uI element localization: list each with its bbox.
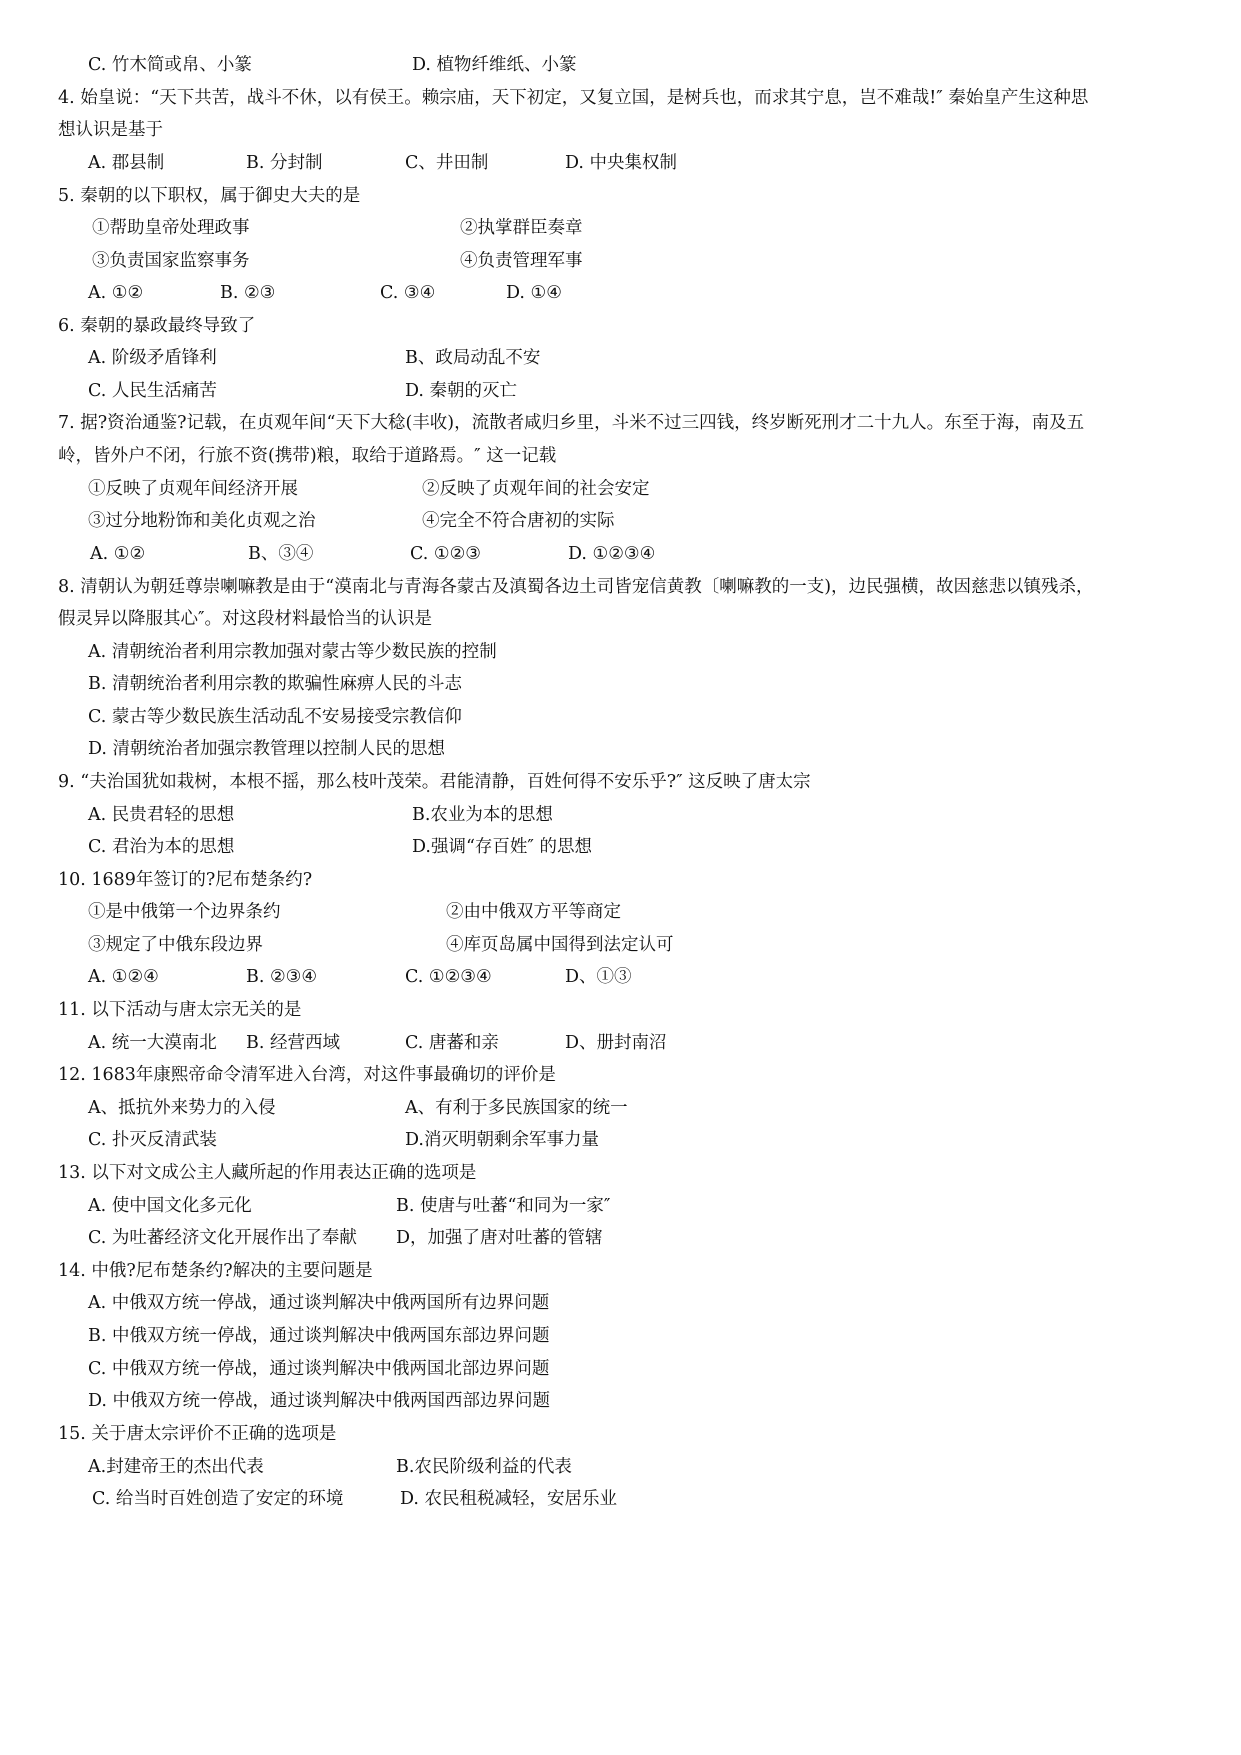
q7-statement-3: ③过分地粉饰和美化贞观之治 xyxy=(88,511,316,531)
q5-statement-4: ④负责管理军事 xyxy=(460,251,583,271)
q7-statement-1: ①反映了贞观年间经济开展 xyxy=(88,479,298,499)
q12-stem: 12. 1683年康熙帝命令清军进入台湾，对这件事最确切的评价是 xyxy=(58,1065,556,1085)
q7-option-a: A. ①② xyxy=(90,544,146,564)
q9-option-c: C. 君治为本的思想 xyxy=(88,837,235,857)
q4-stem-line-1: 4. 始皇说：“天下共苦，战斗不休，以有侯王。赖宗庙，天下初定，又复立国，是树兵也，而求其宁息，岂不难哉!″ 秦始皇产生这种思 xyxy=(58,88,1089,108)
q13-stem: 13. 以下对文成公主人藏所起的作用表达正确的选项是 xyxy=(58,1163,477,1183)
q12-option-a: A、抵抗外来势力的入侵 xyxy=(88,1098,276,1118)
q10-option-a: A. ①②④ xyxy=(88,967,159,987)
q9-option-a: A. 民贵君轻的思想 xyxy=(88,805,235,825)
q14-option-c: C. 中俄双方统一停战，通过谈判解决中俄两国北部边界问题 xyxy=(88,1359,550,1379)
q7-stem-line-2: 岭，皆外户不闭，行旅不资(携带)粮，取给于道路焉。″ 这一记载 xyxy=(58,446,557,466)
q15-option-a: A.封建帝王的杰出代表 xyxy=(88,1457,264,1477)
q13-option-c: C. 为吐蕃经济文化开展作出了奉献 xyxy=(88,1228,357,1248)
q14-option-d: D. 中俄双方统一停战，通过谈判解决中俄两国西部边界问题 xyxy=(88,1391,551,1411)
q5-statement-2: ②执掌群臣奏章 xyxy=(460,218,583,238)
q14-option-b: B. 中俄双方统一停战，通过谈判解决中俄两国东部边界问题 xyxy=(88,1326,550,1346)
q6-option-d: D. 秦朝的灭亡 xyxy=(405,381,518,401)
q5-statement-3: ③负责国家监察事务 xyxy=(92,251,250,271)
q7-stem-line-1: 7. 据?资治通鉴?记载，在贞观年间“天下大稔(丰收)，流散者咸归乡里，斗米不过三四钱，终岁断死刑才二十九人。东至于海，南及五 xyxy=(58,413,1085,433)
q5-statement-1: ①帮助皇帝处理政事 xyxy=(92,218,250,238)
q12-option-d: D.消灭明朝剩余军事力量 xyxy=(405,1130,599,1150)
q6-option-a: A. 阶级矛盾锋利 xyxy=(88,348,217,368)
q11-option-c: C. 唐蕃和亲 xyxy=(405,1033,499,1053)
q8-option-a: A. 清朝统治者利用宗教加强对蒙古等少数民族的控制 xyxy=(88,642,497,662)
q4-stem-line-2: 想认识是基于 xyxy=(58,120,163,140)
q7-option-b: B、③④ xyxy=(248,544,314,564)
q5-option-d: D. ①④ xyxy=(506,283,562,303)
q7-statement-4: ④完全不符合唐初的实际 xyxy=(422,511,615,531)
q8-stem-line-1: 8. 清朝认为朝廷尊崇喇嘛教是由于“漠南北与青海各蒙古及滇蜀各边土司皆宠信黄教〔喇嘛教的一支)，边民强横，故因慈悲以镇残杀， xyxy=(58,577,1094,597)
q11-stem: 11. 以下活动与唐太宗无关的是 xyxy=(58,1000,302,1020)
q13-option-b: B. 使唐与吐蕃“和同为一家″ xyxy=(396,1196,611,1216)
q8-option-c: C. 蒙古等少数民族生活动乱不安易接受宗教信仰 xyxy=(88,707,462,727)
q4-option-c: C、井田制 xyxy=(405,153,489,173)
q10-statement-3: ③规定了中俄东段边界 xyxy=(88,935,263,955)
q9-option-b: B.农业为本的思想 xyxy=(412,805,553,825)
q7-option-c: C. ①②③ xyxy=(410,544,481,564)
q10-option-c: C. ①②③④ xyxy=(405,967,492,987)
q8-option-d: D. 清朝统治者加强宗教管理以控制人民的思想 xyxy=(88,739,446,759)
q6-stem: 6. 秦朝的暴政最终导致了 xyxy=(58,316,256,336)
q12-option-b: A、有利于多民族国家的统一 xyxy=(405,1098,628,1118)
q10-option-b: B. ②③④ xyxy=(246,967,318,987)
q11-option-a: A. 统一大漠南北 xyxy=(88,1033,217,1053)
q5-stem: 5. 秦朝的以下职权，属于御史大夫的是 xyxy=(58,186,361,206)
q15-option-d: D. 农民租税减轻，安居乐业 xyxy=(400,1489,618,1509)
q14-option-a: A. 中俄双方统一停战，通过谈判解决中俄两国所有边界问题 xyxy=(88,1293,550,1313)
q10-stem: 10. 1689年签订的?尼布楚条约? xyxy=(58,870,313,890)
q6-option-c: C. 人民生活痛苦 xyxy=(88,381,217,401)
q4-option-a: A. 郡县制 xyxy=(88,153,165,173)
q10-statement-1: ①是中俄第一个边界条约 xyxy=(88,902,281,922)
q9-stem: 9. “夫治国犹如栽树，本根不摇，那么枝叶茂荣。君能清静，百姓何得不安乐乎?″ 这反映了唐太宗 xyxy=(58,772,811,792)
q8-stem-line-2: 假灵异以降服其心″。对这段材料最恰当的认识是 xyxy=(58,609,433,629)
q15-option-c: C. 给当时百姓创造了安定的环境 xyxy=(92,1489,344,1509)
q10-statement-4: ④库页岛属中国得到法定认可 xyxy=(446,935,674,955)
q10-statement-2: ②由中俄双方平等商定 xyxy=(446,902,621,922)
q7-option-d: D. ①②③④ xyxy=(568,544,656,564)
q12-option-c: C. 扑灭反清武装 xyxy=(88,1130,217,1150)
q8-option-b: B. 清朝统治者利用宗教的欺骗性麻痹人民的斗志 xyxy=(88,674,462,694)
q7-statement-2: ②反映了贞观年间的社会安定 xyxy=(422,479,650,499)
q14-stem: 14. 中俄?尼布楚条约?解决的主要问题是 xyxy=(58,1261,373,1281)
q4-option-b: B. 分封制 xyxy=(246,153,323,173)
q15-option-b: B.农民阶级利益的代表 xyxy=(396,1457,572,1477)
q6-option-b: B、政局动乱不安 xyxy=(405,348,541,368)
q13-option-d: D，加强了唐对吐蕃的管辖 xyxy=(396,1228,603,1248)
q3-option-d: D. 植物纤维纸、小篆 xyxy=(412,55,577,75)
q5-option-a: A. ①② xyxy=(88,283,144,303)
q4-option-d: D. 中央集权制 xyxy=(565,153,678,173)
q9-option-d: D.强调“存百姓″ 的思想 xyxy=(412,837,593,857)
q11-option-b: B. 经营西域 xyxy=(246,1033,340,1053)
q10-option-d: D、①③ xyxy=(565,967,632,987)
q15-stem: 15. 关于唐太宗评价不正确的选项是 xyxy=(58,1424,337,1444)
q5-option-b: B. ②③ xyxy=(220,283,276,303)
q5-option-c: C. ③④ xyxy=(380,283,436,303)
q3-option-c: C. 竹木简或帛、小篆 xyxy=(88,55,252,75)
q13-option-a: A. 使中国文化多元化 xyxy=(88,1196,252,1216)
q11-option-d: D、册封南沼 xyxy=(565,1033,667,1053)
